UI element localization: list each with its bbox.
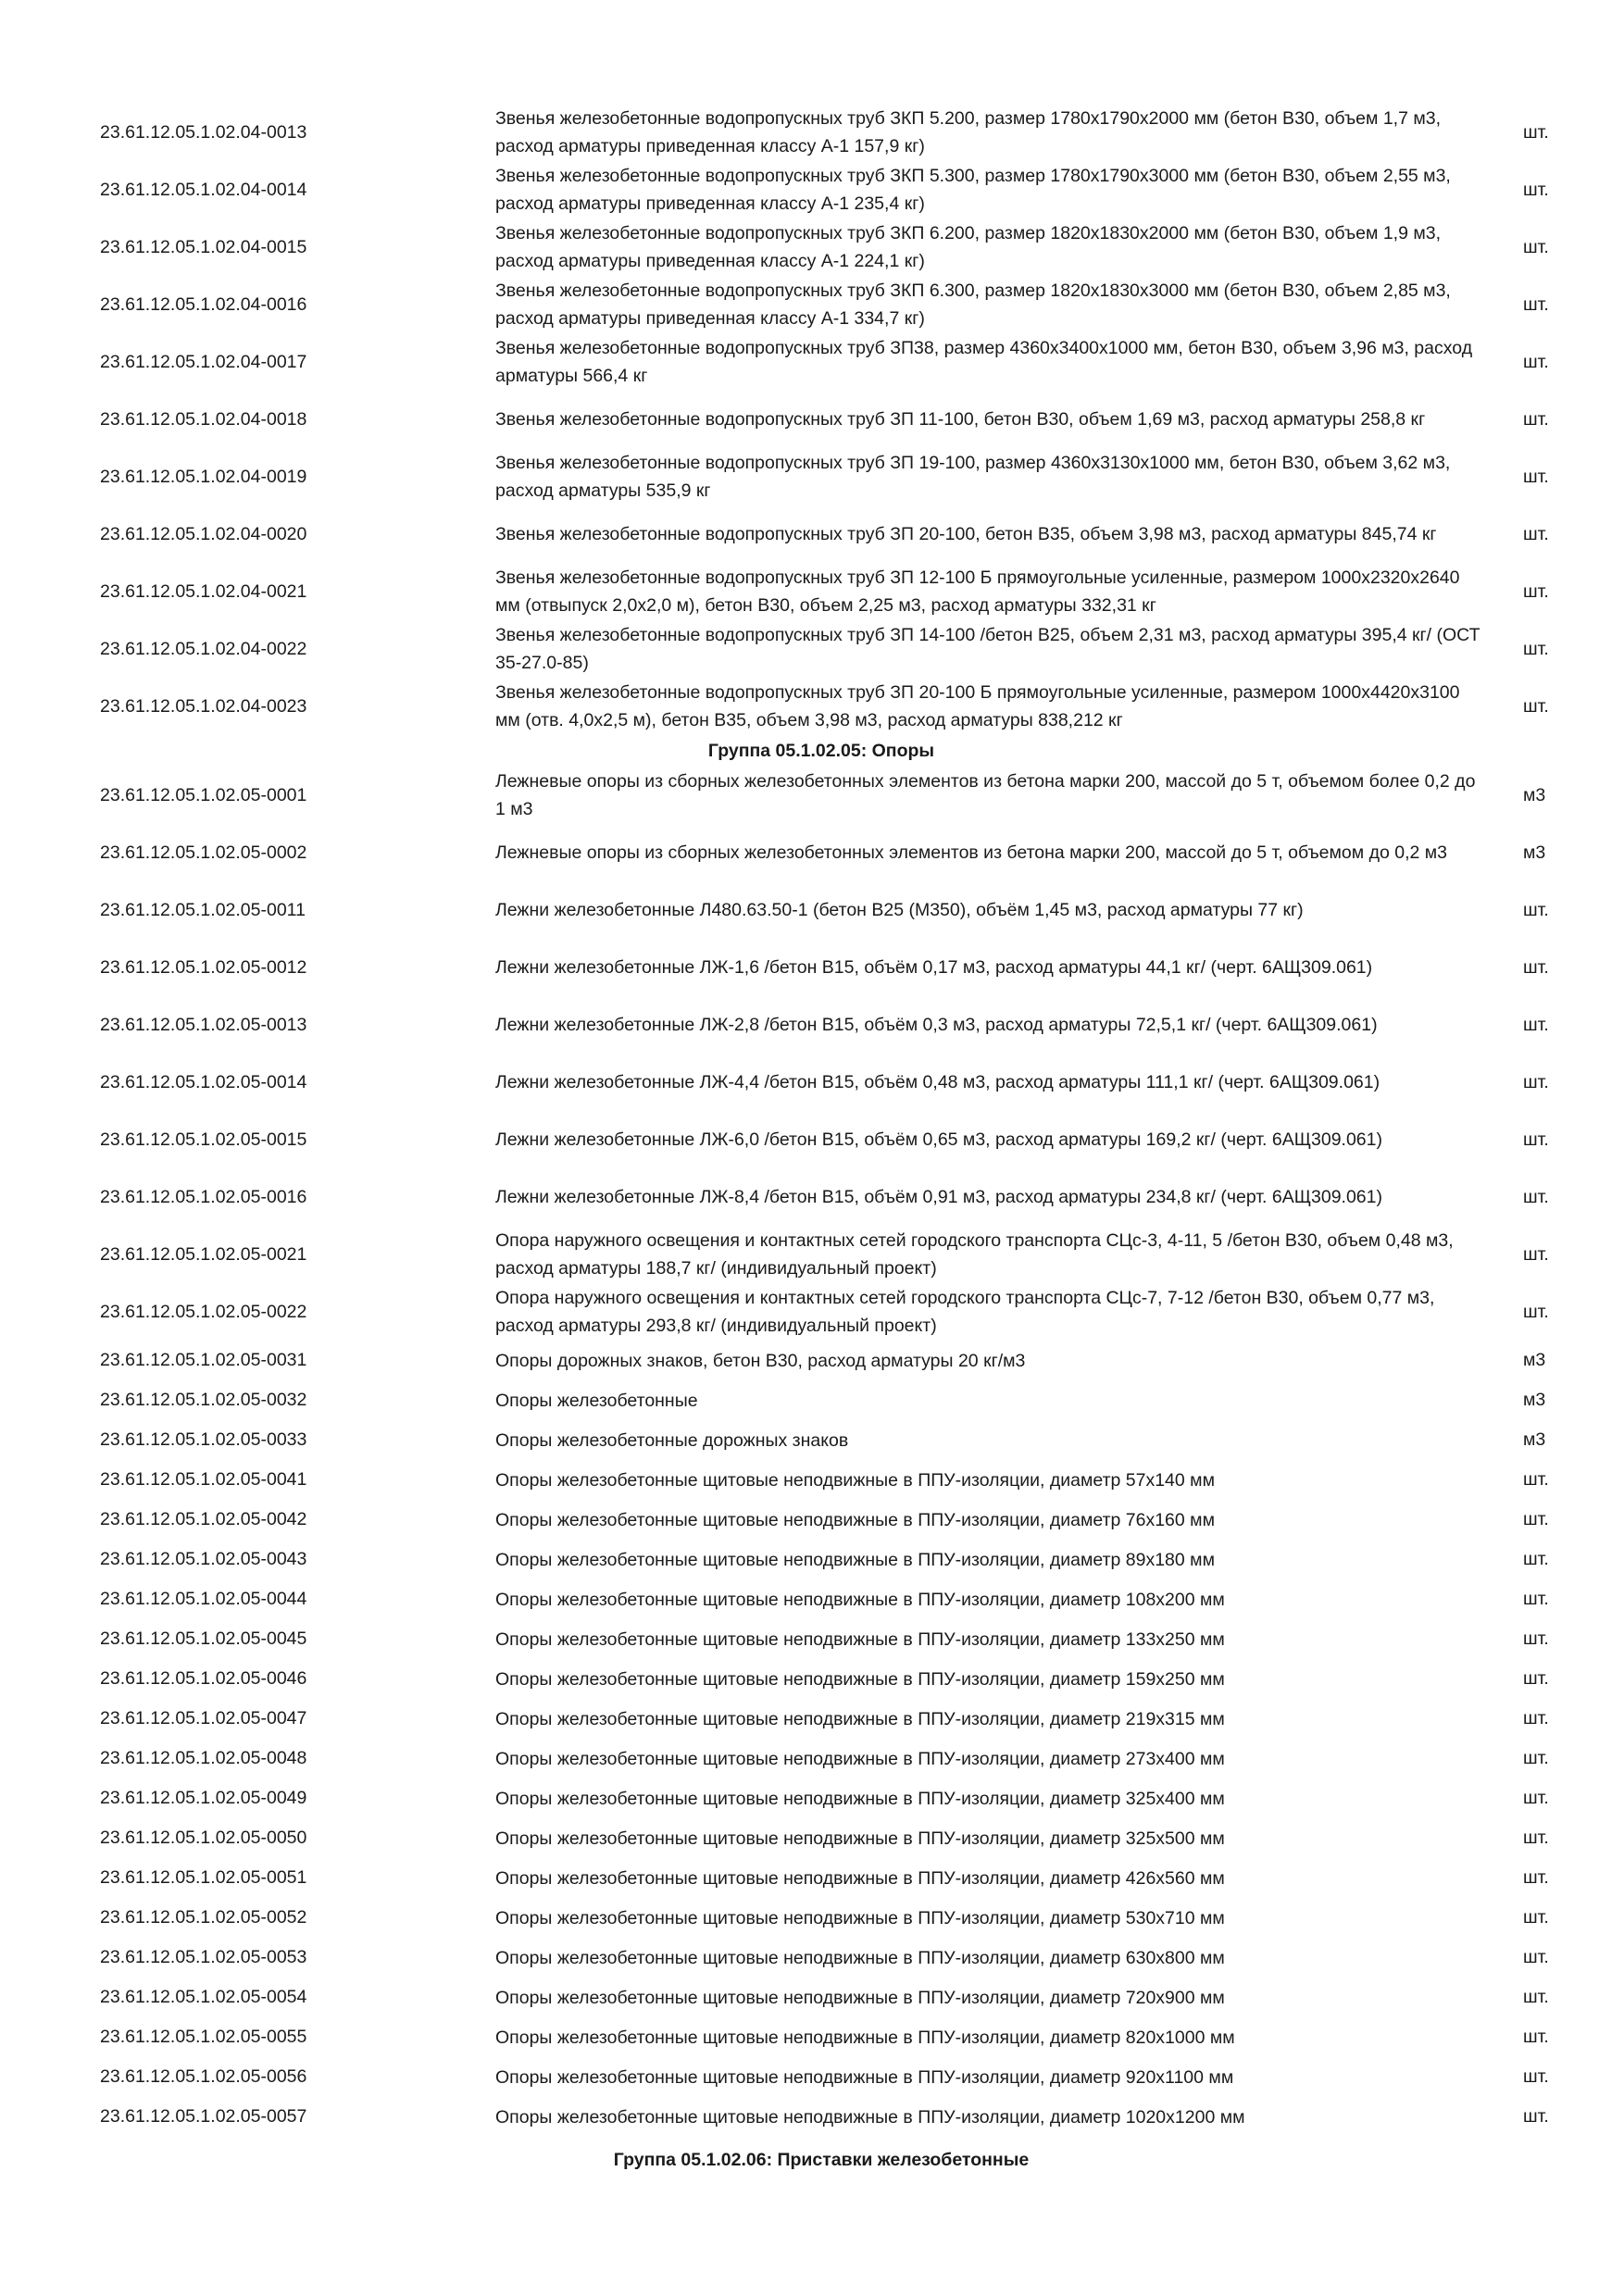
group-heading-supports: Группа 05.1.02.05: Опоры — [707, 741, 935, 761]
unit-of-measure: шт. — [1523, 638, 1549, 659]
resource-description: Опоры железобетонные щитовые неподвижные в ППУ-изоляции, диаметр 133х250 мм — [495, 1628, 1225, 1650]
resource-description: Звенья железобетонные водопропускных труб ЗКП 5.200, размер 1780х1790х2000 мм (бетон В30, объем 1,7 м3, расход арматуры приведенная классу А-1 157,9 кг) — [495, 108, 1442, 156]
table-section-group-05-double — [0, 767, 1624, 1341]
unit-of-measure: шт. — [1523, 1509, 1549, 1529]
table-row — [0, 1978, 1624, 2017]
resource-code: 23.61.12.05.1.02.05-0015 — [100, 1129, 307, 1150]
resource-description: Опоры железобетонные щитовые неподвижные в ППУ-изоляции, диаметр 76х160 мм — [495, 1509, 1215, 1530]
resource-code: 23.61.12.05.1.02.04-0022 — [100, 638, 307, 659]
resource-code: 23.61.12.05.1.02.04-0018 — [100, 408, 307, 430]
unit-of-measure: шт. — [1523, 1129, 1549, 1150]
table-row — [0, 1341, 1624, 1380]
resource-description: Опоры железобетонные щитовые неподвижные в ППУ-изоляции, диаметр 273х400 мм — [495, 1748, 1225, 1769]
resource-description: Звенья железобетонные водопропускных труб ЗП 19-100, размер 4360х3130х1000 мм, бетон В30, объем 3,62 м3, расход арматуры 535,9 кг — [495, 453, 1451, 501]
table-row — [0, 1858, 1624, 1898]
table-row — [0, 391, 1624, 448]
resource-code: 23.61.12.05.1.02.05-0013 — [100, 1014, 307, 1035]
unit-of-measure: шт. — [1523, 236, 1549, 257]
unit-of-measure: шт. — [1523, 1907, 1549, 1928]
unit-of-measure: шт. — [1523, 1828, 1549, 1848]
resource-description: Лежни железобетонные Л480.63.50-1 (бетон В25 (М350), объём 1,45 м3, расход арматуры 77 кг) — [495, 900, 1304, 920]
resource-code: 23.61.12.05.1.02.05-0011 — [100, 899, 306, 920]
resource-description: Опоры железобетонные щитовые неподвижные в ППУ-изоляции, диаметр 920х1100 мм — [495, 2066, 1234, 2088]
resource-description: Опоры железобетонные щитовые неподвижные в ППУ-изоляции, диаметр 108х200 мм — [495, 1589, 1225, 1610]
resource-code: 23.61.12.05.1.02.05-0050 — [100, 1828, 307, 1848]
unit-of-measure: шт. — [1523, 1549, 1549, 1569]
table-row — [0, 996, 1624, 1054]
resource-description: Опоры железобетонные щитовые неподвижные в ППУ-изоляции, диаметр 325х500 мм — [495, 1828, 1225, 1849]
resource-code: 23.61.12.05.1.02.05-0012 — [100, 956, 307, 978]
resource-description: Звенья железобетонные водопропускных труб ЗП 20-100 Б прямоугольные усиленные, размером 1000х4420х3100 мм (отв. 4,0х2,5 м), бетон В35, объем 3,98 м3, расход арматуры 838,212 кг — [495, 682, 1460, 730]
unit-of-measure: шт. — [1523, 179, 1549, 200]
resource-description: Лежни железобетонные ЛЖ-1,6 /бетон В15, объём 0,17 м3, расход арматуры 44,1 кг/ (черт. 6АЩ309.061) — [495, 957, 1373, 978]
resource-code: 23.61.12.05.1.02.05-0052 — [100, 1907, 307, 1928]
unit-of-measure: шт. — [1523, 1867, 1549, 1888]
resource-code: 23.61.12.05.1.02.05-0048 — [100, 1748, 307, 1768]
unit-of-measure: шт. — [1523, 1589, 1549, 1609]
unit-of-measure: шт. — [1523, 1987, 1549, 2007]
table-row — [0, 2017, 1624, 2057]
table-row — [0, 1619, 1624, 1659]
table-row — [0, 1938, 1624, 1978]
resource-code: 23.61.12.05.1.02.04-0015 — [100, 236, 307, 257]
resource-code: 23.61.12.05.1.02.05-0016 — [100, 1186, 307, 1207]
resource-description: Лежни железобетонные ЛЖ-6,0 /бетон В15, объём 0,65 м3, расход арматуры 169,2 кг/ (черт. 6АЩ309.061) — [495, 1129, 1382, 1150]
resource-code: 23.61.12.05.1.02.04-0017 — [100, 351, 307, 372]
unit-of-measure: шт. — [1523, 1301, 1549, 1322]
resource-description: Звенья железобетонные водопропускных труб ЗП 11-100, бетон В30, объем 1,69 м3, расход арматуры 258,8 кг — [495, 409, 1426, 430]
unit-of-measure: шт. — [1523, 1668, 1549, 1689]
table-row — [0, 939, 1624, 996]
resource-code: 23.61.12.05.1.02.04-0023 — [100, 695, 307, 717]
table-row — [0, 678, 1624, 735]
unit-of-measure: шт. — [1523, 580, 1549, 602]
table-row — [0, 824, 1624, 881]
table-row — [0, 563, 1624, 620]
table-row — [0, 1420, 1624, 1460]
table-row — [0, 333, 1624, 391]
unit-of-measure: шт. — [1523, 2106, 1549, 2127]
resource-description: Звенья железобетонные водопропускных труб ЗКП 6.200, размер 1820х1830х2000 мм (бетон В30, объем 1,9 м3, расход арматуры приведенная классу А-1 224,1 кг) — [495, 223, 1442, 271]
unit-of-measure: шт. — [1523, 293, 1549, 315]
resource-code: 23.61.12.05.1.02.05-0002 — [100, 842, 307, 863]
resource-code: 23.61.12.05.1.02.05-0001 — [100, 784, 307, 805]
resource-description: Опоры железобетонные — [495, 1390, 698, 1411]
resource-code: 23.61.12.05.1.02.05-0014 — [100, 1071, 307, 1092]
table-row — [0, 1111, 1624, 1168]
group-heading-attachments: Группа 05.1.02.06: Приставки железобетонные — [613, 2150, 1030, 2170]
resource-description: Опоры железобетонные щитовые неподвижные в ППУ-изоляции, диаметр 219х315 мм — [495, 1708, 1225, 1729]
unit-of-measure: шт. — [1523, 899, 1549, 920]
resource-code: 23.61.12.05.1.02.05-0051 — [100, 1867, 307, 1888]
table-row — [0, 1283, 1624, 1341]
unit-of-measure: шт. — [1523, 523, 1549, 544]
table-row — [0, 1659, 1624, 1699]
unit-of-measure: шт. — [1523, 2027, 1549, 2047]
resource-description: Опора наружного освещения и контактных сетей городского транспорта СЦс-7, 7-12 /бетон В30, объем 0,77 м3, расход арматуры 293,8 кг/ (индивидуальный проект) — [495, 1288, 1435, 1336]
resource-code: 23.61.12.05.1.02.04-0021 — [100, 580, 307, 602]
resource-description: Опоры дорожных знаков, бетон В30, расход арматуры 20 кг/м3 — [495, 1350, 1026, 1371]
resource-description: Опоры железобетонные щитовые неподвижные в ППУ-изоляции, диаметр 325х400 мм — [495, 1788, 1225, 1809]
unit-of-measure: шт. — [1523, 956, 1549, 978]
table-row — [0, 104, 1624, 161]
resource-code: 23.61.12.05.1.02.04-0016 — [100, 293, 307, 315]
resource-code: 23.61.12.05.1.02.05-0049 — [100, 1788, 307, 1808]
unit-of-measure: м3 — [1523, 784, 1546, 805]
table-row — [0, 2057, 1624, 2097]
resource-description: Опоры железобетонные щитовые неподвижные в ППУ-изоляции, диаметр 630х800 мм — [495, 1947, 1225, 1968]
table-section-group-05-single — [0, 1341, 1624, 2137]
unit-of-measure: шт. — [1523, 1748, 1549, 1768]
table-row — [0, 767, 1624, 824]
resource-description: Лежневые опоры из сборных железобетонных элементов из бетона марки 200, массой до 5 т, объемом до 0,2 м3 — [495, 842, 1448, 863]
table-row — [0, 448, 1624, 505]
unit-of-measure: шт. — [1523, 1708, 1549, 1728]
table-row — [0, 2097, 1624, 2137]
resource-description: Звенья железобетонные водопропускных труб ЗКП 5.300, размер 1780х1790х3000 мм (бетон В30, объем 2,55 м3, расход арматуры приведенная классу А-1 235,4 кг) — [495, 166, 1451, 214]
unit-of-measure: шт. — [1523, 1186, 1549, 1207]
table-row — [0, 1699, 1624, 1739]
unit-of-measure: шт. — [1523, 351, 1549, 372]
table-row — [0, 1898, 1624, 1938]
unit-of-measure: шт. — [1523, 1243, 1549, 1265]
table-row — [0, 620, 1624, 678]
resource-description: Лежни железобетонные ЛЖ-8,4 /бетон В15, объём 0,91 м3, расход арматуры 234,8 кг/ (черт. 6АЩ309.061) — [495, 1187, 1382, 1207]
unit-of-measure: шт. — [1523, 695, 1549, 717]
resource-code: 23.61.12.05.1.02.05-0033 — [100, 1429, 307, 1450]
resource-description: Звенья железобетонные водопропускных труб ЗП38, размер 4360х3400х1000 мм, бетон В30, объем 3,96 м3, расход арматуры 566,4 кг — [495, 338, 1473, 386]
resource-code: 23.61.12.05.1.02.05-0053 — [100, 1947, 307, 1967]
resource-code: 23.61.12.05.1.02.05-0045 — [100, 1628, 307, 1649]
resource-code: 23.61.12.05.1.02.05-0055 — [100, 2027, 307, 2047]
table-row — [0, 1460, 1624, 1500]
resource-code: 23.61.12.05.1.02.05-0022 — [100, 1301, 307, 1322]
unit-of-measure: шт. — [1523, 408, 1549, 430]
resource-code: 23.61.12.05.1.02.05-0042 — [100, 1509, 307, 1529]
resource-description: Звенья железобетонные водопропускных труб ЗКП 6.300, размер 1820х1830х3000 мм (бетон В30, объем 2,85 м3, расход арматуры приведенная классу А-1 334,7 кг) — [495, 281, 1451, 329]
resource-description: Опоры железобетонные щитовые неподвижные в ППУ-изоляции, диаметр 159х250 мм — [495, 1668, 1225, 1690]
resource-code: 23.61.12.05.1.02.05-0056 — [100, 2066, 307, 2087]
unit-of-measure: шт. — [1523, 2066, 1549, 2087]
unit-of-measure: шт. — [1523, 1014, 1549, 1035]
resource-code: 23.61.12.05.1.02.05-0041 — [100, 1469, 307, 1490]
table-row — [0, 1380, 1624, 1420]
resource-code: 23.61.12.05.1.02.04-0019 — [100, 466, 307, 487]
unit-of-measure: шт. — [1523, 1469, 1549, 1490]
unit-of-measure: м3 — [1523, 1390, 1546, 1410]
resource-description: Лежни железобетонные ЛЖ-2,8 /бетон В15, объём 0,3 м3, расход арматуры 72,5,1 кг/ (черт. 6АЩ309.061) — [495, 1015, 1378, 1035]
table-row — [0, 1739, 1624, 1778]
unit-of-measure: шт. — [1523, 1628, 1549, 1649]
resource-code: 23.61.12.05.1.02.04-0020 — [100, 523, 307, 544]
resource-description: Звенья железобетонные водопропускных труб ЗП 20-100, бетон В35, объем 3,98 м3, расход арматуры 845,74 кг — [495, 524, 1437, 544]
table-row — [0, 218, 1624, 276]
resource-code: 23.61.12.05.1.02.04-0014 — [100, 179, 307, 200]
unit-of-measure: шт. — [1523, 466, 1549, 487]
table-row — [0, 1579, 1624, 1619]
unit-of-measure: шт. — [1523, 1788, 1549, 1808]
unit-of-measure: м3 — [1523, 1429, 1546, 1450]
resource-code: 23.61.12.05.1.02.05-0047 — [100, 1708, 307, 1728]
table-row — [0, 1226, 1624, 1283]
table-row — [0, 1168, 1624, 1226]
resource-description: Опоры железобетонные щитовые неподвижные в ППУ-изоляции, диаметр 720х900 мм — [495, 1987, 1225, 2008]
table-row — [0, 505, 1624, 563]
unit-of-measure: шт. — [1523, 1071, 1549, 1092]
unit-of-measure: м3 — [1523, 1350, 1546, 1370]
table-row — [0, 1540, 1624, 1579]
unit-of-measure: шт. — [1523, 121, 1549, 143]
table-row — [0, 881, 1624, 939]
resource-code: 23.61.12.05.1.02.05-0043 — [100, 1549, 307, 1569]
table-row — [0, 1500, 1624, 1540]
resource-code: 23.61.12.05.1.02.05-0031 — [100, 1350, 307, 1370]
table-section-group-04 — [0, 104, 1624, 735]
resource-description: Опоры железобетонные щитовые неподвижные в ППУ-изоляции, диаметр 89х180 мм — [495, 1549, 1215, 1570]
resource-description: Опоры железобетонные щитовые неподвижные в ППУ-изоляции, диаметр 57х140 мм — [495, 1469, 1215, 1491]
resource-description: Звенья железобетонные водопропускных труб ЗП 14-100 /бетон В25, объем 2,31 м3, расход арматуры 395,4 кг/ (ОСТ 35-27.0-85) — [495, 625, 1480, 673]
table-row — [0, 1818, 1624, 1858]
resource-description: Лежневые опоры из сборных железобетонных элементов из бетона марки 200, массой до 5 т, объемом более 0,2 до 1 м3 — [495, 771, 1476, 819]
resource-code: 23.61.12.05.1.02.05-0032 — [100, 1390, 307, 1410]
table-row — [0, 1054, 1624, 1111]
resource-description: Лежни железобетонные ЛЖ-4,4 /бетон В15, объём 0,48 м3, расход арматуры 111,1 кг/ (черт. 6АЩ309.061) — [495, 1072, 1380, 1092]
resource-description: Опора наружного освещения и контактных сетей городского транспорта СЦс-3, 4-11, 5 /бетон В30, объем 0,48 м3, расход арматуры 188,7 кг/ (индивидуальный проект) — [495, 1230, 1454, 1279]
resource-code: 23.61.12.05.1.02.05-0057 — [100, 2106, 307, 2127]
unit-of-measure: м3 — [1523, 842, 1546, 863]
table-row — [0, 276, 1624, 333]
resource-code: 23.61.12.05.1.02.04-0013 — [100, 121, 307, 143]
resource-code: 23.61.12.05.1.02.05-0021 — [100, 1243, 307, 1265]
resource-code: 23.61.12.05.1.02.05-0046 — [100, 1668, 307, 1689]
table-row — [0, 1778, 1624, 1818]
resource-code: 23.61.12.05.1.02.05-0054 — [100, 1987, 307, 2007]
resource-description: Опоры железобетонные щитовые неподвижные в ППУ-изоляции, диаметр 1020х1200 мм — [495, 2106, 1245, 2128]
resource-description: Опоры железобетонные щитовые неподвижные в ППУ-изоляции, диаметр 530х710 мм — [495, 1907, 1225, 1928]
resource-description: Опоры железобетонные дорожных знаков — [495, 1429, 849, 1451]
table-row — [0, 161, 1624, 218]
resource-description: Звенья железобетонные водопропускных труб ЗП 12-100 Б прямоугольные усиленные, размером 1000х2320х2640 мм (отвыпуск 2,0х2,0 м), бетон В30, объем 2,25 м3, расход арматуры 332,31 кг — [495, 568, 1460, 616]
unit-of-measure: шт. — [1523, 1947, 1549, 1967]
resource-description: Опоры железобетонные щитовые неподвижные в ППУ-изоляции, диаметр 426х560 мм — [495, 1867, 1225, 1889]
resource-code: 23.61.12.05.1.02.05-0044 — [100, 1589, 307, 1609]
resource-description: Опоры железобетонные щитовые неподвижные в ППУ-изоляции, диаметр 820х1000 мм — [495, 2027, 1235, 2048]
